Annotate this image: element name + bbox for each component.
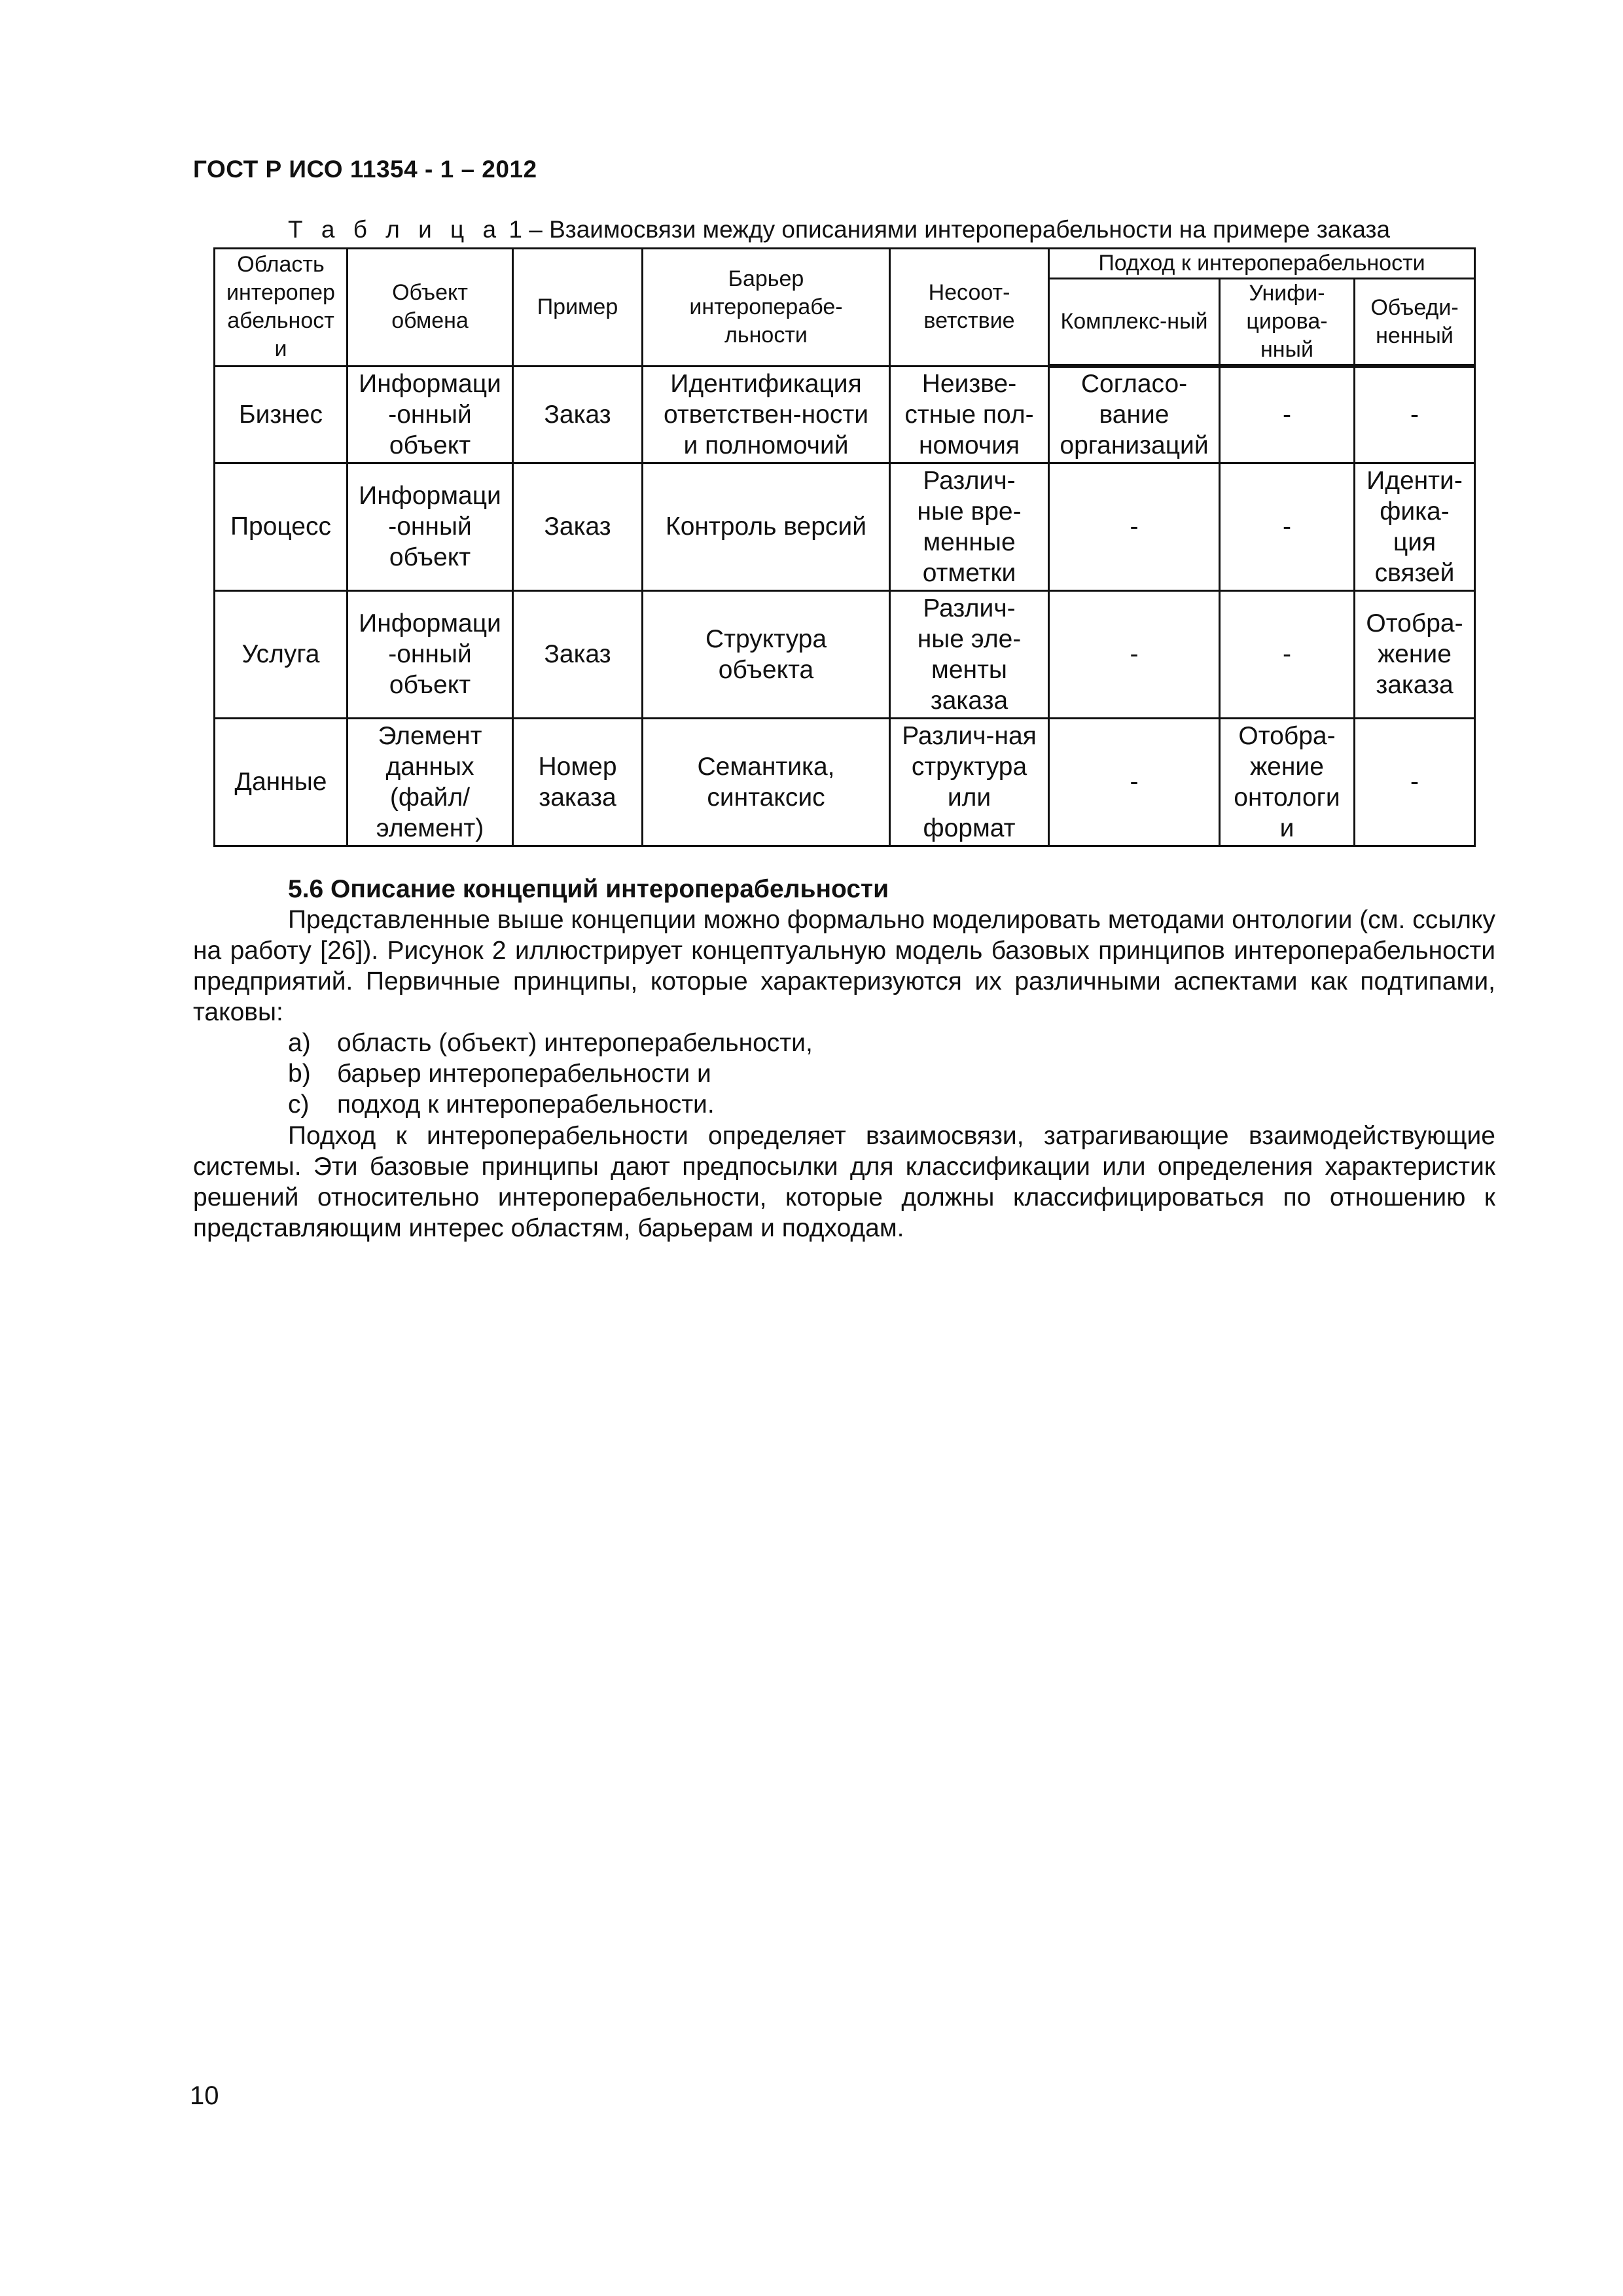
table-caption xyxy=(288,216,1390,243)
header-example: Пример xyxy=(513,249,643,367)
header-approach-group: Подход к интероперабельности xyxy=(1049,249,1475,279)
document-header: ГОСТ Р ИСО 11354 - 1 – 2012 xyxy=(193,156,537,183)
table-body xyxy=(215,366,1475,846)
header-mismatch: Несоот- ветствие xyxy=(890,249,1049,367)
section-paragraph-1: Представленные выше концепции можно формально моделировать методами онтологии (см. ссылку на работу [26]). Рисунок 2 иллюстрирует концептуальную модель базовых принципов интероперабельности предприятий. Первичные принципы, которые характеризуются их различными аспектами как подтипами, таковы: xyxy=(193,906,1495,1026)
cell-object: Информаци -онный объект xyxy=(348,366,513,463)
cell-example: Номер заказа xyxy=(513,718,643,846)
cell-barrier: Структура объекта xyxy=(643,590,890,718)
header-unified: Унифи- цирова- нный xyxy=(1220,279,1355,367)
cell-mismatch: Различ-ная структура или формат xyxy=(890,718,1049,846)
cell-barrier: Идентификация ответствен-ности и полномочий xyxy=(643,366,890,463)
cell-mismatch: Неизве- стные пол- номочия xyxy=(890,366,1049,463)
header-domain: Область интеропер абельност и xyxy=(215,249,348,367)
cell-example: Заказ xyxy=(513,366,643,463)
cell-integrated: - xyxy=(1049,590,1220,718)
cell-mismatch: Различ- ные вре- менные отметки xyxy=(890,463,1049,590)
cell-federated: - xyxy=(1355,718,1475,846)
cell-barrier: Контроль версий xyxy=(643,463,890,590)
cell-example: Заказ xyxy=(513,463,643,590)
header-barrier: Барьер интероперабе- льности xyxy=(643,249,890,367)
header-federated: Объеди- ненный xyxy=(1355,279,1475,367)
page-number: 10 xyxy=(190,2081,219,2110)
list-item-text: подход к интероперабельности. xyxy=(337,1090,715,1119)
cell-unified: Отобра- жение онтологи и xyxy=(1220,718,1355,846)
list-item xyxy=(288,1058,813,1089)
cell-federated: - xyxy=(1355,366,1475,463)
list-item xyxy=(288,1089,813,1120)
cell-federated: Иденти- фика- ция связей xyxy=(1355,463,1475,590)
section-list xyxy=(288,1028,813,1120)
cell-domain: Услуга xyxy=(215,590,348,718)
cell-object: Элемент данных (файл/ элемент) xyxy=(348,718,513,846)
cell-integrated: - xyxy=(1049,718,1220,846)
cell-domain: Бизнес xyxy=(215,366,348,463)
table-caption-label: Т а б л и ц а xyxy=(288,216,503,243)
cell-mismatch: Различ- ные эле- менты заказа xyxy=(890,590,1049,718)
section-title: 5.6 Описание концепций интероперабельности xyxy=(288,875,889,903)
cell-barrier: Семантика, синтаксис xyxy=(643,718,890,846)
table-row xyxy=(215,366,1475,463)
table-caption-text: 1 – Взаимосвязи между описаниями интероперабельности на примере заказа xyxy=(508,216,1391,243)
cell-unified: - xyxy=(1220,590,1355,718)
list-item-marker: a) xyxy=(288,1029,311,1057)
cell-integrated: Согласо- вание организаций xyxy=(1049,366,1220,463)
cell-integrated: - xyxy=(1049,463,1220,590)
cell-federated: Отобра- жение заказа xyxy=(1355,590,1475,718)
cell-unified: - xyxy=(1220,366,1355,463)
cell-object: Информаци -онный объект xyxy=(348,463,513,590)
cell-domain: Данные xyxy=(215,718,348,846)
section-paragraph-2: Подход к интероперабельности определяет взаимосвязи, затрагивающие взаимодействующие системы. Эти базовые принципы дают предпосылки для классификации или определения характеристик решений относительно интероперабельности, которые должны классифицироваться по отношению к представляющим интерес областям, барьерам и подходам. xyxy=(193,1122,1495,1242)
cell-unified: - xyxy=(1220,463,1355,590)
cell-domain: Процесс xyxy=(215,463,348,590)
cell-example: Заказ xyxy=(513,590,643,718)
list-item-text: барьер интероперабельности и xyxy=(337,1060,711,1088)
header-integrated: Комплекс-ный xyxy=(1049,279,1220,367)
list-item-marker: b) xyxy=(288,1060,311,1088)
list-item-marker: c) xyxy=(288,1090,310,1119)
table-row xyxy=(215,718,1475,846)
interoperability-table xyxy=(213,247,1476,847)
header-object: Объект обмена xyxy=(348,249,513,367)
list-item xyxy=(288,1028,813,1058)
table-row xyxy=(215,463,1475,590)
list-item-text: область (объект) интероперабельности, xyxy=(337,1029,813,1057)
table-row xyxy=(215,590,1475,718)
cell-object: Информаци -онный объект xyxy=(348,590,513,718)
